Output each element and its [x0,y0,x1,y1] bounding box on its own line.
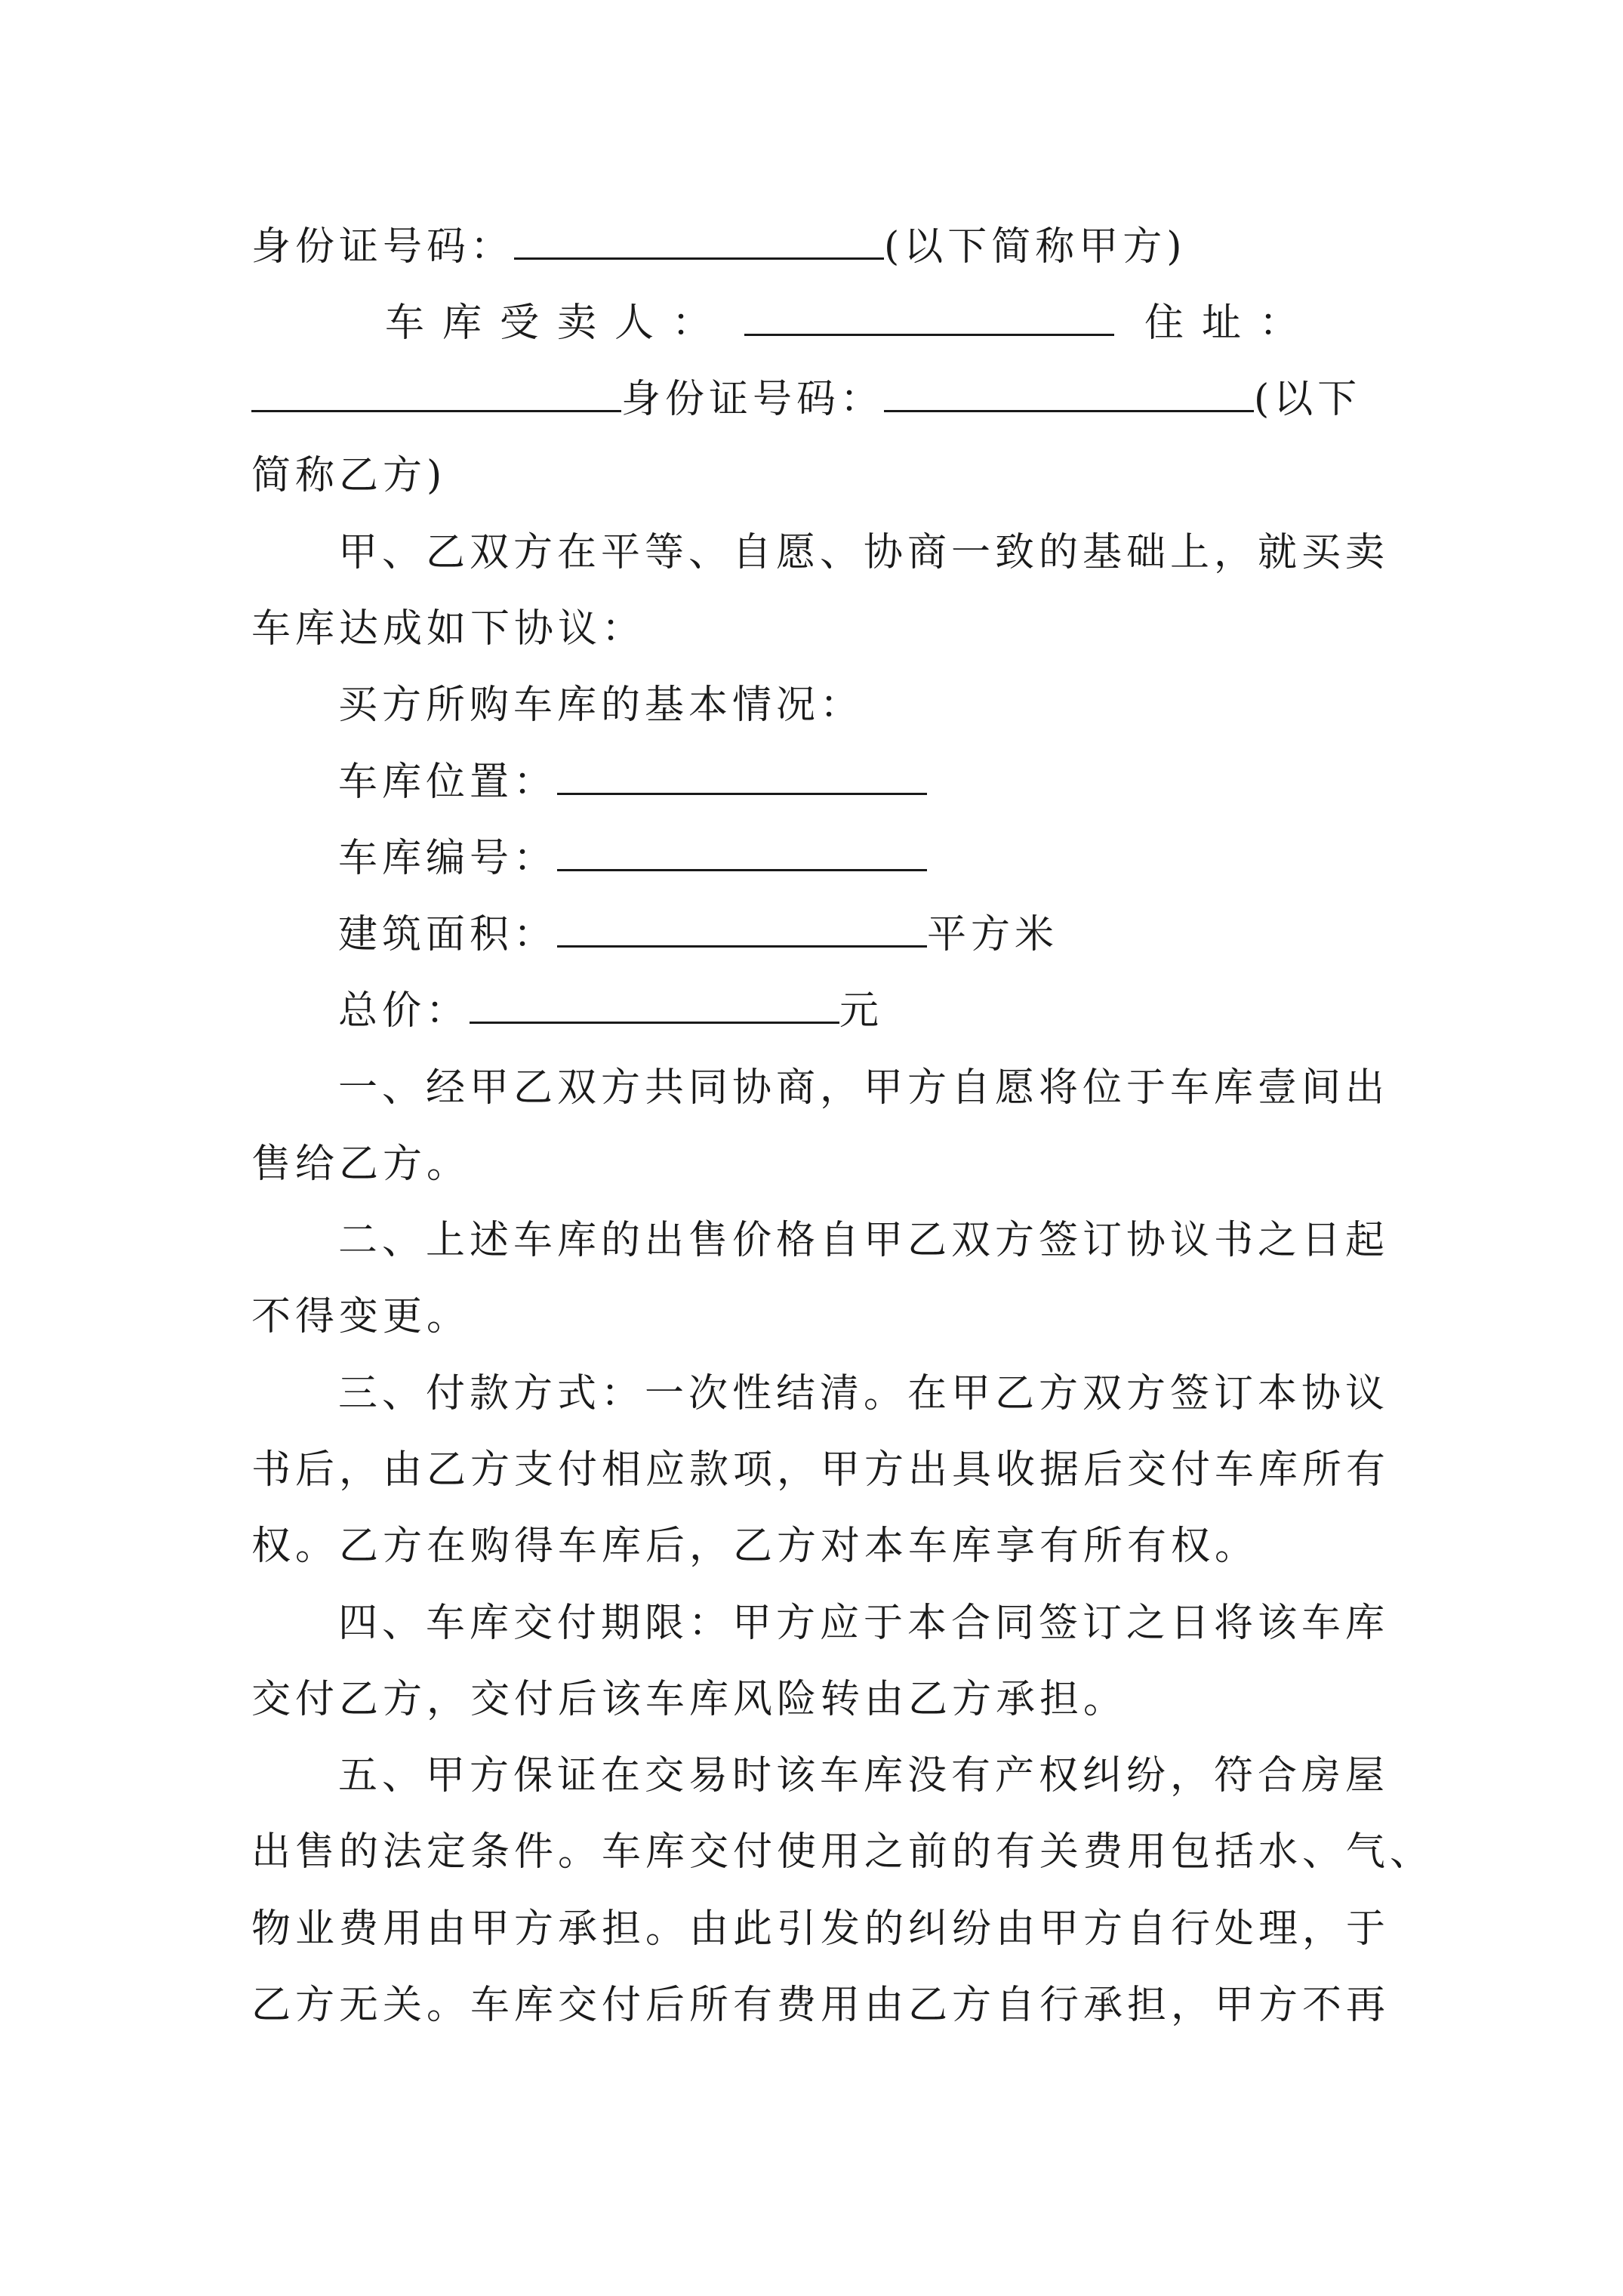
party-b-abbrev-end: 简称乙方) [251,453,447,498]
paragraph-text: 二、上述车库的出售价格自甲乙双方签订协议书之日起 [338,1218,1390,1263]
clause-2-line-1 [338,1201,1389,1280]
paragraph-text: 交付乙方，交付后该车库风险转由乙方承担。 [251,1677,1128,1722]
clause-5-line-4 [251,1966,1390,2045]
paragraph-text: 物业费用由甲方承担。由此引发的纠纷由甲方自行处理，于 [251,1906,1390,1952]
party-b-abbrev-start: (以下 [1254,377,1362,422]
garage-buyer-blank[interactable] [744,287,1114,336]
garage-number-blank[interactable] [557,822,927,871]
paragraph-text: 甲、乙双方在平等、自愿、协商一致的基础上，就买卖 [338,530,1390,575]
clause-3-line-1 [338,1354,1389,1433]
paragraph-text: 售给乙方。 [251,1142,471,1187]
paragraph-text: 买方所购车库的基本情况： [338,683,864,728]
garage-location-blank[interactable] [557,746,927,795]
party-b-id-line [251,360,1361,439]
clause-5-line-3 [251,1890,1390,1968]
garage-number-label: 车库编号： [338,836,558,881]
id-number-label: 身份证号码： [621,377,885,422]
total-price-field [338,972,883,1050]
area-unit: 平方米 [927,912,1059,957]
paragraph-text: 出售的法定条件。车库交付使用之前的有关费用包括水、气、 [251,1829,1434,1875]
floor-area-label: 建筑面积： [338,912,558,957]
id-number-blank[interactable] [514,211,884,260]
id-number-blank[interactable] [884,363,1254,412]
clause-4-line-2 [251,1660,1127,1739]
clause-5-line-1 [338,1737,1389,1815]
clause-1-line-1 [338,1049,1389,1127]
paragraph-text: 书后，由乙方支付相应款项，甲方出具收据后交付车库所有 [251,1447,1390,1493]
clause-5-line-2 [251,1813,1434,1891]
paragraph-text: 三、付款方式：一次性结清。在甲乙方双方签订本协议 [338,1371,1390,1416]
clause-2-line-2 [251,1277,470,1356]
party-b-abbrev-line [251,436,446,515]
preamble-line-1 [338,513,1389,592]
garage-buyer-label: 车库受卖人： [385,300,730,346]
address-label: 住址： [1144,300,1317,346]
basic-info-heading [338,666,864,744]
paragraph-text: 车库达成如下协议： [251,606,646,652]
garage-location-field [338,743,927,821]
clause-3-line-2 [251,1431,1390,1509]
paragraph-text: 不得变更。 [251,1294,471,1339]
clause-3-line-3 [251,1507,1258,1586]
preamble-line-2 [251,590,645,668]
id-number-label: 身份证号码： [251,224,515,270]
total-price-label: 总价： [338,988,470,1034]
party-a-id-line [251,208,1187,286]
floor-area-blank[interactable] [557,898,927,948]
paragraph-text: 四、车库交付期限：甲方应于本合同签订之日将该车库 [338,1601,1390,1646]
clause-1-line-2 [251,1125,470,1203]
floor-area-field [338,895,1058,974]
paragraph-text: 乙方无关。车库交付后所有费用由乙方自行承担，甲方不再 [251,1983,1390,2028]
party-a-abbrev: (以下简称甲方) [884,224,1187,270]
address-blank[interactable] [251,363,621,412]
paragraph-text: 权。乙方在购得车库后，乙方对本车库享有所有权。 [251,1524,1259,1569]
paragraph-text: 五、甲方保证在交易时该车库没有产权纠纷，符合房屋 [338,1753,1390,1798]
garage-location-label: 车库位置： [338,760,558,805]
paragraph-text: 一、经甲乙双方共同协商，甲方自愿将位于车库壹间出 [338,1065,1390,1111]
party-b-name-line [385,284,1317,362]
total-price-blank[interactable] [470,975,839,1024]
currency-unit: 元 [839,988,884,1034]
garage-number-field [338,819,927,898]
clause-4-line-1 [338,1584,1389,1663]
